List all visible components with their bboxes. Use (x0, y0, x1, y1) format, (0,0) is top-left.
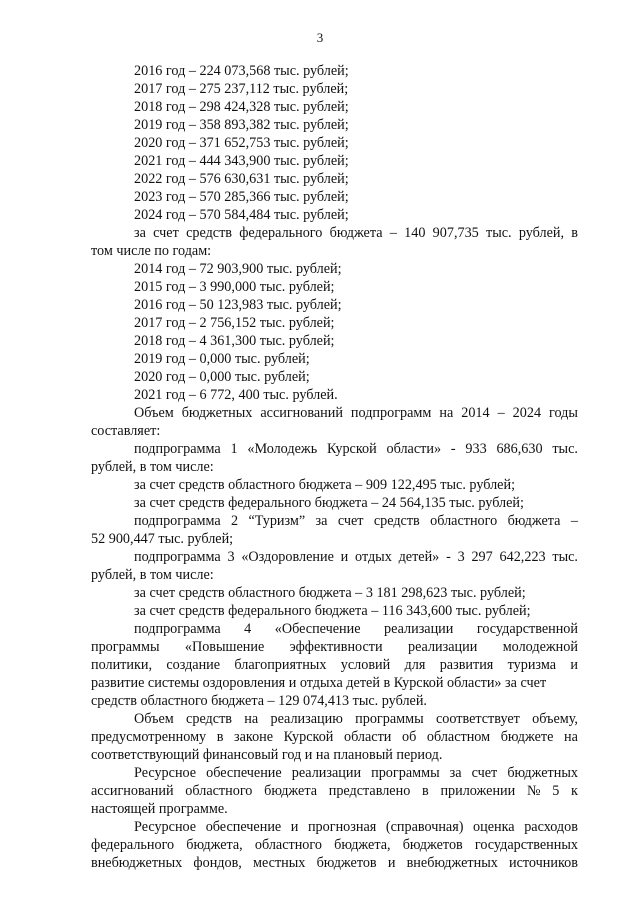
word: тыс. (552, 441, 578, 457)
word: отдых (355, 549, 392, 565)
federal-year-line: 2018 год – 4 361,300 тыс. рублей; (134, 333, 335, 349)
word: 3 (227, 549, 235, 565)
word: бюджете (500, 729, 554, 745)
federal-year-line: 2014 год – 72 903,900 тыс. рублей; (134, 261, 342, 277)
subprogram-4-line-5: средств областного бюджета – 129 074,413 тыс. рублей. (91, 693, 427, 709)
word: Курской (283, 729, 334, 745)
word: «Оздоровление (241, 549, 334, 565)
subprogram-4-line (134, 620, 578, 638)
word: за (315, 513, 328, 529)
word: «Молодежь (247, 441, 318, 457)
word: ассигнований (260, 405, 343, 421)
subprogram-3-line (134, 548, 578, 566)
word: № (526, 783, 541, 799)
regional-year-line: 2022 год – 576 630,631 тыс. рублей; (134, 171, 349, 187)
word: Ресурсное (134, 819, 197, 835)
word: расходов (524, 819, 578, 835)
word: программы (91, 639, 160, 655)
word: туризма (507, 657, 557, 673)
word: создание (166, 657, 221, 673)
word: обеспечение (206, 765, 282, 781)
forecast-paragraph-line-2 (91, 836, 578, 854)
word: средств (186, 711, 232, 727)
word: подпрограмма (134, 621, 221, 637)
word: подпрограмма (134, 441, 221, 457)
word: ассигнований (91, 783, 174, 799)
word: подпрограмма (134, 549, 221, 565)
word: государственных (474, 837, 578, 853)
word: прогнозная (307, 819, 377, 835)
word: подпрограмма (134, 513, 221, 529)
word: бюджета, (334, 837, 391, 853)
word: за (449, 765, 462, 781)
word: внебюджетных (406, 855, 498, 871)
word: государственной (476, 621, 578, 637)
word: бюджетных (181, 405, 253, 421)
word: фондов, (193, 855, 242, 871)
regional-year-line: 2024 год – 570 584,484 тыс. рублей; (134, 207, 349, 223)
word: молодежной (502, 639, 578, 655)
word: и (290, 819, 299, 835)
federal-year-line: 2021 год – 6 772, 400 тыс. рублей. (134, 387, 338, 403)
subprogram-1-federal: за счет средств федерального бюджета – 24 564,135 тыс. рублей; (134, 495, 524, 511)
word: бюджета, (186, 837, 243, 853)
resource-paragraph-line (134, 764, 578, 782)
word: - (450, 441, 456, 457)
word: и (387, 855, 396, 871)
word: бюджетов (316, 855, 377, 871)
word: области (343, 729, 392, 745)
regional-year-line: 2018 год – 298 424,328 тыс. рублей; (134, 99, 349, 115)
forecast-paragraph-line-3 (91, 854, 578, 872)
subprograms-intro-line-cont: составляет: (91, 423, 161, 439)
subprogram-1-line-cont: рублей, в том числе: (91, 459, 214, 475)
word: объему, (532, 711, 578, 727)
word: 2 (231, 513, 239, 529)
word: приложении (440, 783, 516, 799)
word: 3 (457, 549, 465, 565)
word: – (389, 225, 397, 241)
word: бюджетов (402, 837, 463, 853)
word: – (497, 405, 505, 421)
word: «Повышение (184, 639, 265, 655)
word: программы (355, 711, 424, 727)
subprogram-3-federal: за счет средств федерального бюджета – 116 343,600 тыс. рублей; (134, 603, 531, 619)
word: обеспечение (205, 819, 282, 835)
word: Объем (134, 405, 174, 421)
word: на (244, 711, 259, 727)
forecast-paragraph-line (134, 818, 578, 836)
word: 5 (552, 783, 560, 799)
resource-paragraph-line-2 (91, 782, 578, 800)
word: условий (340, 657, 391, 673)
word: 297 (471, 549, 493, 565)
subprogram-1-line (134, 440, 578, 458)
subprogram-3-line-cont: рублей, в том числе: (91, 567, 214, 583)
word: тыс. (486, 225, 512, 241)
subprogram-2-line-cont: 52 900,447 тыс. рублей; (91, 531, 234, 547)
word: областного (254, 837, 322, 853)
word: 686,630 (496, 441, 543, 457)
word: за (134, 225, 146, 241)
word: счет (153, 225, 179, 241)
regional-year-line: 2019 год – 358 893,382 тыс. рублей; (134, 117, 349, 133)
subprograms-intro-line (134, 404, 578, 422)
word: 1 (230, 441, 238, 457)
word: 933 (465, 441, 487, 457)
word: 2014 (461, 405, 490, 421)
word: источников (509, 855, 578, 871)
subprogram-3-regional: за счет средств областного бюджета – 3 181 298,623 тыс. рублей; (134, 585, 526, 601)
word: в (422, 783, 429, 799)
word: средств (186, 225, 232, 241)
regional-year-line: 2016 год – 224 073,568 тыс. рублей; (134, 63, 349, 79)
regional-year-line: 2017 год – 275 237,112 тыс. рублей; (134, 81, 349, 97)
word: “Туризм” (248, 513, 306, 529)
word: федерального (239, 225, 323, 241)
volume-paragraph-line-3: соответствующий финансовый год и на плановый период. (91, 747, 443, 763)
word: и (570, 657, 578, 673)
word: рублей, (518, 225, 565, 241)
word: – (570, 513, 578, 529)
word: годы (549, 405, 578, 421)
word: программы (371, 765, 440, 781)
word: областного (430, 513, 498, 529)
subprogram-4-line-3 (91, 656, 578, 674)
word: тыс. (552, 549, 578, 565)
word: оценка (473, 819, 515, 835)
word: счет (337, 513, 364, 529)
subprogram-4-line-2 (91, 638, 578, 656)
regional-year-line: 2021 год – 444 343,900 тыс. рублей; (134, 153, 349, 169)
word: реализации (291, 765, 362, 781)
word: «Обеспечение (274, 621, 361, 637)
word: федерального (91, 837, 175, 853)
word: подпрограмм (350, 405, 432, 421)
word: Курской (326, 441, 377, 457)
word: для (404, 657, 426, 673)
word: области» (386, 441, 442, 457)
word: эффективности (289, 639, 383, 655)
federal-total-line (134, 224, 578, 242)
word: развития (439, 657, 494, 673)
word: (справочная) (385, 819, 464, 835)
word: соответствует (435, 711, 520, 727)
word: местных (253, 855, 306, 871)
volume-paragraph-line (134, 710, 578, 728)
regional-year-line: 2020 год – 371 652,753 тыс. рублей; (134, 135, 349, 151)
volume-paragraph-line-2 (91, 728, 578, 746)
word: реализации (384, 621, 454, 637)
word: средств (373, 513, 420, 529)
word: счет (471, 765, 498, 781)
word: 907,735 (432, 225, 479, 241)
word: областном (426, 729, 491, 745)
word: благоприятных (234, 657, 327, 673)
word: 140 (404, 225, 426, 241)
page-number: 3 (316, 30, 324, 45)
word: бюджетных (507, 765, 578, 781)
word: внебюджетных (91, 855, 183, 871)
word: Ресурсное (134, 765, 197, 781)
subprogram-2-line (134, 512, 578, 530)
regional-year-line: 2023 год – 570 285,366 тыс. рублей; (134, 189, 349, 205)
subprogram-1-regional: за счет средств областного бюджета – 909 122,495 тыс. рублей; (134, 477, 516, 493)
resource-paragraph-line-3: настоящей программе. (91, 801, 228, 817)
word: об (401, 729, 417, 745)
word: детей» (398, 549, 440, 565)
federal-year-line: 2016 год – 50 123,983 тыс. рублей; (134, 297, 342, 313)
word: - (446, 549, 451, 565)
word: предусмотренному (91, 729, 207, 745)
word: на (439, 405, 454, 421)
word: и (340, 549, 349, 565)
word: представлено (328, 783, 411, 799)
word: Объем (134, 711, 174, 727)
word: в (216, 729, 224, 745)
federal-year-line: 2020 год – 0,000 тыс. рублей; (134, 369, 310, 385)
word: 2024 (512, 405, 542, 421)
word: политики, (91, 657, 152, 673)
word: к (571, 783, 578, 799)
federal-year-line: 2019 год – 0,000 тыс. рублей; (134, 351, 310, 367)
word: бюджета (264, 783, 318, 799)
federal-year-line: 2017 год – 2 756,152 тыс. рублей; (134, 315, 335, 331)
word: 642,223 (499, 549, 546, 565)
word: областного (185, 783, 253, 799)
federal-total-line-cont: том числе по годам: (91, 243, 212, 259)
word: 4 (244, 621, 252, 637)
subprogram-4-line-4: развитие системы оздоровления и отдыха детей в Курской области» за счет (91, 675, 547, 691)
word: на (564, 729, 578, 745)
word: бюджета (329, 225, 383, 241)
word: реализацию (270, 711, 343, 727)
word: в (571, 225, 578, 241)
word: законе (234, 729, 274, 745)
word: реализации (407, 639, 478, 655)
federal-year-line: 2015 год – 3 990,000 тыс. рублей; (134, 279, 335, 295)
word: бюджета (507, 513, 561, 529)
